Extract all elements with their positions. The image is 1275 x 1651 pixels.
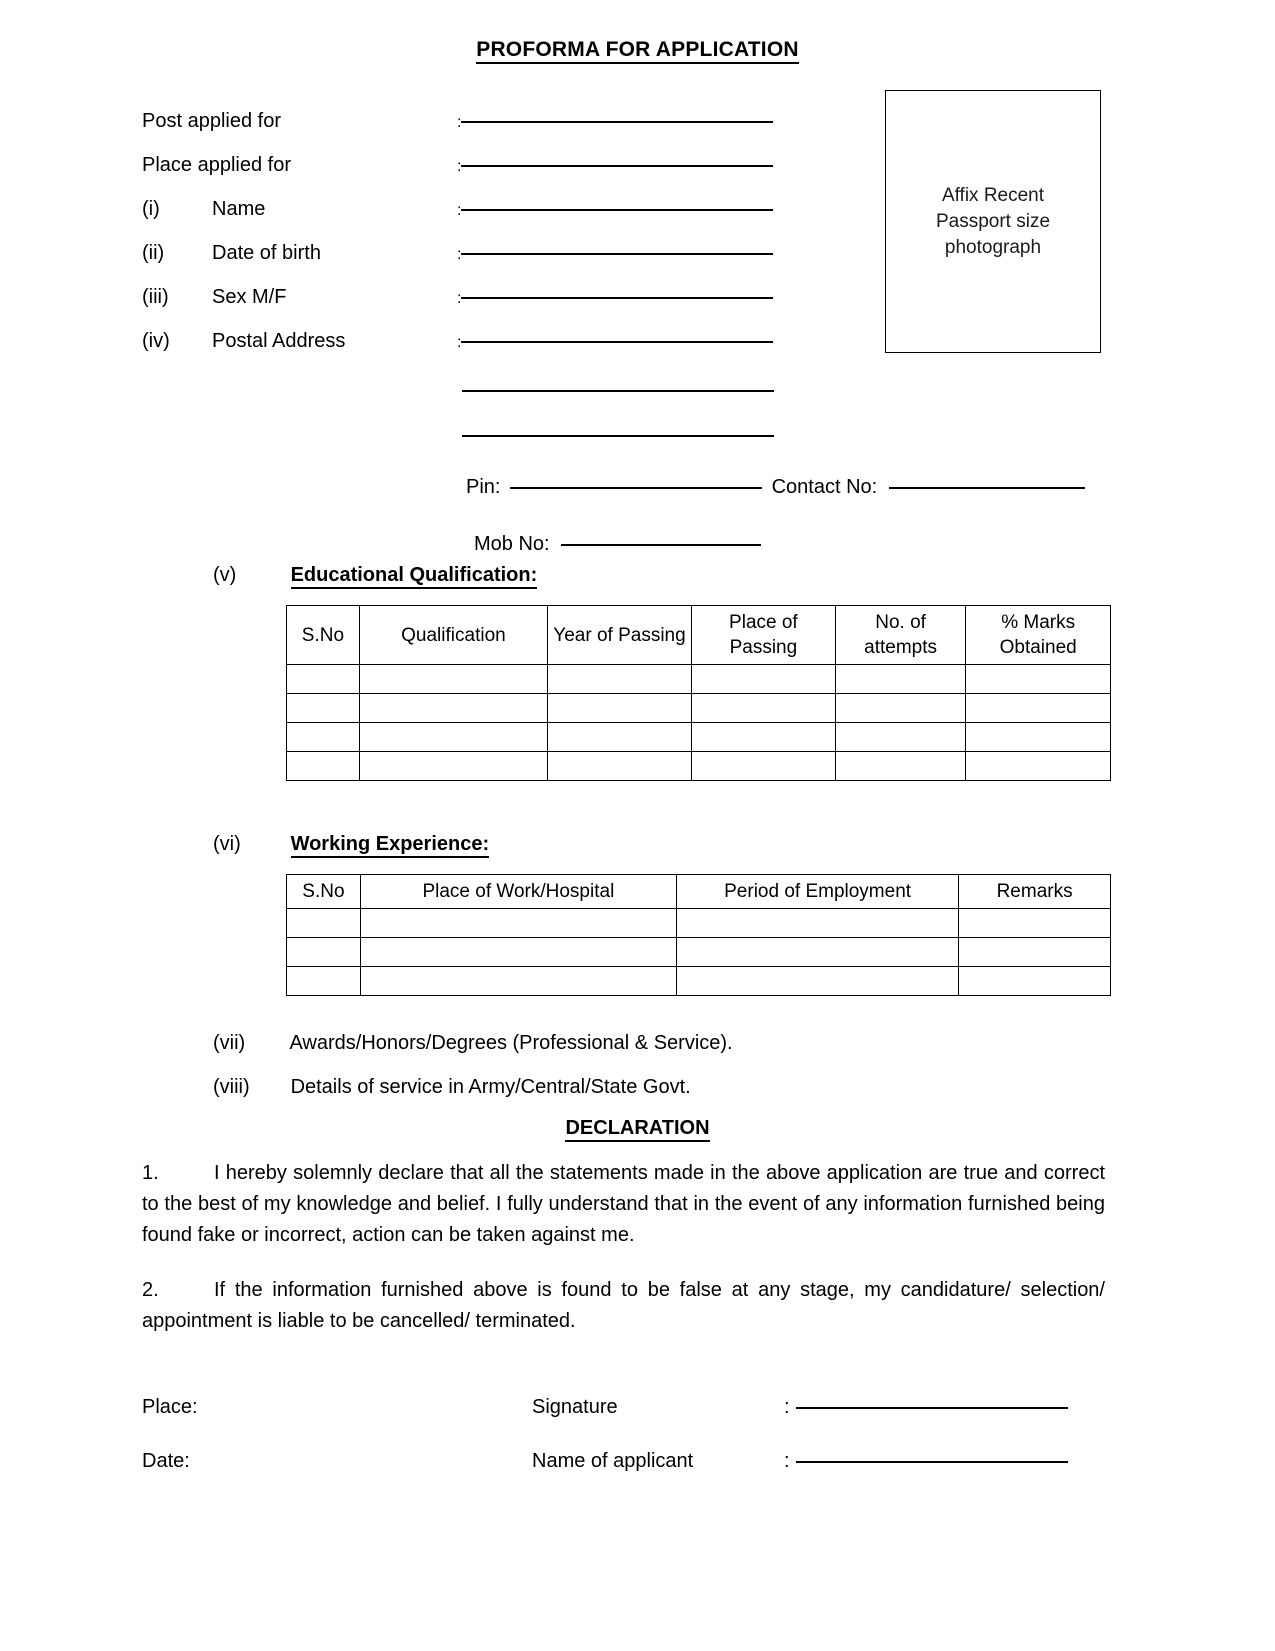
work-cell[interactable] — [676, 909, 958, 938]
colon-place: : — [457, 158, 462, 175]
declaration-paragraph-1 — [142, 1158, 1105, 1251]
work-heading-text: Working Experience: — [291, 833, 490, 858]
postal-address-input-line-2[interactable] — [462, 389, 774, 392]
field-postal-address — [142, 330, 942, 374]
post-applied-label: Post applied for — [142, 110, 281, 132]
name-input-line[interactable] — [461, 208, 773, 211]
edu-cell[interactable] — [966, 723, 1111, 752]
postal-address-continuation-3 — [462, 438, 774, 441]
date-label: Date: — [142, 1450, 190, 1472]
work-table-header-row — [287, 875, 1111, 909]
footer-row-name — [142, 1450, 1068, 1473]
edu-cell[interactable] — [966, 694, 1111, 723]
postal-address-continuation-2 — [462, 393, 774, 396]
declaration-number-2: 2. — [142, 1279, 159, 1301]
work-cell[interactable] — [360, 967, 676, 996]
work-cell[interactable] — [360, 909, 676, 938]
numeral-ii: (ii) — [142, 242, 165, 264]
work-cell[interactable] — [287, 909, 361, 938]
numeral-vii: (vii) — [213, 1032, 246, 1054]
awards-text: Awards/Honors/Degrees (Professional & Service). — [289, 1032, 733, 1054]
name-of-applicant-input-line[interactable] — [796, 1460, 1068, 1463]
photograph-box-text — [936, 183, 1050, 261]
colon-post: : — [457, 114, 462, 131]
name-of-applicant-label: Name of applicant — [532, 1450, 694, 1472]
footer-row-signature — [142, 1396, 1068, 1419]
table-row[interactable] — [287, 967, 1111, 996]
colon-signature: : — [784, 1396, 790, 1418]
edu-cell[interactable] — [835, 694, 965, 723]
applicant-details-block — [142, 110, 942, 374]
declaration-heading-text: DECLARATION — [565, 1117, 709, 1142]
declaration-number-1: 1. — [142, 1162, 159, 1184]
work-col-period: Period of Employment — [676, 875, 958, 909]
declaration-heading — [0, 1117, 1275, 1140]
place-applied-input-line[interactable] — [461, 164, 773, 167]
postal-address-input-line-3[interactable] — [462, 434, 774, 437]
mobile-row — [474, 533, 761, 556]
work-col-remarks: Remarks — [959, 875, 1111, 909]
numeral-iii: (iii) — [142, 286, 169, 308]
work-cell[interactable] — [959, 967, 1111, 996]
field-place-applied-for — [142, 154, 942, 198]
mob-input-line[interactable] — [561, 543, 761, 546]
field-date-of-birth — [142, 242, 942, 286]
place-label: Place: — [142, 1396, 198, 1418]
post-applied-input-line[interactable] — [461, 120, 773, 123]
colon-dob: : — [457, 246, 462, 263]
edu-cell[interactable] — [966, 752, 1111, 781]
pin-contact-row — [466, 476, 1085, 499]
work-cell[interactable] — [360, 938, 676, 967]
education-section-heading — [213, 564, 537, 587]
edu-cell[interactable] — [287, 752, 360, 781]
colon-address: : — [457, 334, 462, 351]
edu-cell[interactable] — [548, 694, 692, 723]
postal-address-input-line-1[interactable] — [461, 340, 773, 343]
edu-cell[interactable] — [287, 665, 360, 694]
date-of-birth-input-line[interactable] — [461, 252, 773, 255]
name-label: Name — [212, 198, 266, 220]
education-table-body — [287, 665, 1111, 781]
field-name — [142, 198, 942, 242]
edu-col-year-of-passing: Year of Passing — [548, 606, 692, 665]
table-row[interactable] — [287, 909, 1111, 938]
table-row[interactable] — [287, 694, 1111, 723]
work-cell[interactable] — [287, 938, 361, 967]
page-title-text: PROFORMA FOR APPLICATION — [476, 38, 799, 64]
work-cell[interactable] — [959, 938, 1111, 967]
edu-col-qualification: Qualification — [359, 606, 547, 665]
postal-address-label: Postal Address — [212, 330, 346, 352]
edu-cell[interactable] — [835, 752, 965, 781]
contact-input-line[interactable] — [889, 486, 1085, 489]
education-table-header-row — [287, 606, 1111, 665]
work-col-sno: S.No — [287, 875, 361, 909]
pin-label: Pin: — [466, 476, 501, 498]
edu-col-sno: S.No — [287, 606, 360, 665]
sex-input-line[interactable] — [461, 296, 773, 299]
colon-name-applicant: : — [784, 1450, 790, 1472]
education-heading-text: Educational Qualification: — [291, 564, 538, 589]
edu-cell[interactable] — [287, 723, 360, 752]
declaration-text-1: I hereby solemnly declare that all the statements made in the above application are true and correct to the best of my knowledge and belief. I fully understand that in the event of any information furnished being found fake or incorrect, action can be taken against me. — [142, 1162, 1105, 1246]
edu-cell[interactable] — [548, 752, 692, 781]
signature-input-line[interactable] — [796, 1406, 1068, 1409]
photo-line-3: photograph — [944, 236, 1042, 258]
numeral-iv: (iv) — [142, 330, 170, 352]
field-sex — [142, 286, 942, 330]
list-item — [213, 1032, 733, 1055]
edu-cell[interactable] — [691, 694, 835, 723]
signature-label: Signature — [532, 1396, 618, 1418]
work-table-body — [287, 909, 1111, 996]
edu-cell[interactable] — [359, 752, 547, 781]
page-title — [0, 38, 1275, 62]
table-row[interactable] — [287, 723, 1111, 752]
edu-cell[interactable] — [966, 665, 1111, 694]
work-experience-table — [286, 874, 1111, 996]
contact-label: Contact No: — [771, 476, 878, 498]
numeral-vi: (vi) — [213, 833, 241, 855]
edu-cell[interactable] — [691, 665, 835, 694]
edu-cell[interactable] — [691, 723, 835, 752]
photo-line-2: Passport size — [935, 210, 1051, 232]
place-applied-label: Place applied for — [142, 154, 291, 176]
numeral-viii: (viii) — [213, 1076, 250, 1098]
photo-line-1: Affix Recent — [941, 184, 1045, 206]
table-row[interactable] — [287, 752, 1111, 781]
colon-sex: : — [457, 290, 462, 307]
pin-input-line[interactable] — [510, 486, 762, 489]
work-cell[interactable] — [676, 967, 958, 996]
numeral-i: (i) — [142, 198, 160, 220]
edu-cell[interactable] — [835, 723, 965, 752]
edu-cell[interactable] — [691, 752, 835, 781]
work-cell[interactable] — [287, 967, 361, 996]
declaration-text-2: If the information furnished above is found to be false at any stage, my candidature/ selection/ appointment is liable to be cancelled/ terminated. — [142, 1279, 1105, 1332]
colon-name: : — [457, 202, 462, 219]
table-row[interactable] — [287, 665, 1111, 694]
education-table — [286, 605, 1111, 781]
edu-cell[interactable] — [835, 665, 965, 694]
sex-label: Sex M/F — [212, 286, 287, 308]
army-service-text: Details of service in Army/Central/State Govt. — [290, 1076, 691, 1098]
edu-cell[interactable] — [287, 694, 360, 723]
work-cell[interactable] — [676, 938, 958, 967]
edu-cell[interactable] — [359, 665, 547, 694]
work-cell[interactable] — [959, 909, 1111, 938]
numeral-v: (v) — [213, 564, 237, 586]
mob-label: Mob No: — [474, 533, 550, 555]
edu-cell[interactable] — [548, 723, 692, 752]
work-col-place-of-work: Place of Work/Hospital — [360, 875, 676, 909]
edu-cell[interactable] — [359, 723, 547, 752]
declaration-paragraph-2 — [142, 1275, 1105, 1337]
table-row[interactable] — [287, 938, 1111, 967]
date-of-birth-label: Date of birth — [212, 242, 321, 264]
edu-col-place-of-passing: Place of Passing — [691, 606, 835, 665]
field-post-applied-for — [142, 110, 942, 154]
list-item — [213, 1076, 691, 1099]
edu-col-percent-marks: % Marks Obtained — [966, 606, 1111, 665]
work-section-heading — [213, 833, 489, 856]
edu-cell[interactable] — [359, 694, 547, 723]
edu-cell[interactable] — [548, 665, 692, 694]
edu-col-no-of-attempts: No. of attempts — [835, 606, 965, 665]
